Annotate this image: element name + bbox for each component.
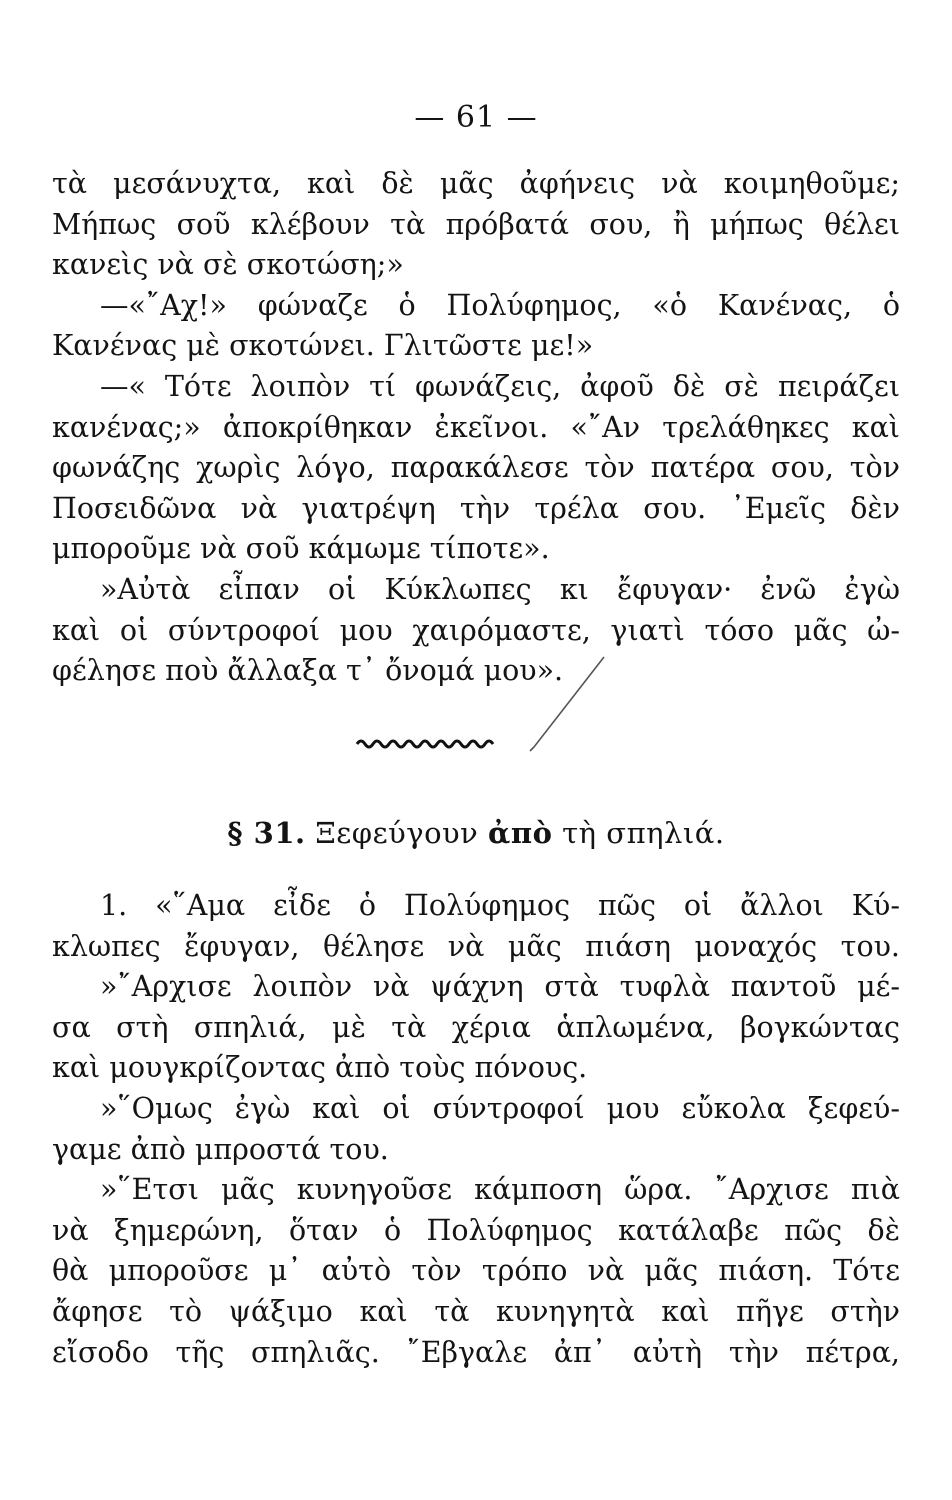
section-heading [0,816,952,850]
text-line: κανένας;» ἀποκρίθηκαν ἐκεῖνοι. «῎Αν τρελάθηκες καὶ [52,410,900,444]
text-line: Κανένας μὲ σκοτώνει. Γλιτῶστε με!» [52,329,594,363]
text-line: ἄφησε τὸ ψάξιμο καὶ τὰ κυνηγητὰ καὶ πῆγε στὴν [52,1294,900,1328]
text-line: Ποσειδῶνα νὰ γιατρέψη τὴν τρέλα σου. ᾿Εμεῖς δὲν [52,491,900,525]
top-text-block [52,164,900,692]
text-line: »῞Ομως ἐγὼ καὶ οἱ σύντροφοί μου εὔκολα ξεφεύ- [100,1091,900,1125]
text-line: θὰ μποροῦσε μ᾿ αὐτὸ τὸν τρόπο νὰ μᾶς πιάση. Τότε [52,1254,900,1288]
text-line: νὰ ξημερώνη, ὅταν ὁ Πολύφημος κατάλαβε πῶς δὲ [52,1213,900,1247]
text-line: σα στὴ σπηλιά, μὲ τὰ χέρια ἁπλωμένα, βογκώντας [52,1010,900,1044]
text-line: —« Τότε λοιπὸν τί φωνάζεις, ἀφοῦ δὲ σὲ πειράζει [100,369,900,403]
text-line: καὶ μουγκρίζοντας ἀπὸ τοὺς πόνους. [52,1051,588,1085]
text-line: τὰ μεσάνυχτα, καὶ δὲ μᾶς ἀφήνεις νὰ κοιμηθοῦμε; [52,167,900,200]
bottom-text-block [52,886,900,1373]
text-line: μποροῦμε νὰ σοῦ κάμωμε τίποτε». [52,532,550,566]
section-title-start: Ξεφεύγουν [315,816,479,850]
text-line: γαμε ἀπὸ μπροστά του. [52,1132,389,1166]
text-line: Μήπως σοῦ κλέβουν τὰ πρόβατά σου, ἢ μήπως θέλει [52,207,900,241]
pencil-mark-icon [520,655,610,755]
page-number: — 61 — [414,100,538,135]
text-line: »῞Ετσι μᾶς κυνηγοῦσε κάμποση ὥρα. ῎Αρχισε πιὰ [100,1173,900,1207]
text-line: καὶ οἱ σύντροφοί μου χαιρόμαστε, γιατὶ τόσο μᾶς ὠ- [52,613,900,647]
ornament-divider-icon [355,735,495,749]
text-line: φέλησε ποὺ ἄλλαξα τ᾿ ὄνομά μου». [52,654,564,688]
text-line: κανεὶς νὰ σὲ σκοτώση;» [52,248,404,282]
section-title-end: τὴ σπηλιά. [562,816,725,850]
text-line: —«῎Αχ!» φώναζε ὁ Πολύφημος, «ὁ Κανένας, ὁ [100,288,900,322]
text-line: φωνάζης χωρὶς λόγο, παρακάλεσε τὸν πατέρα σου, τὸν [52,451,900,485]
section-title-bold: ἀπὸ [488,816,553,850]
text-line: εἴσοδο τῆς σπηλιᾶς. ῎Εβγαλε ἀπ᾿ αὐτὴ τὴν πέτρα, [52,1335,900,1369]
text-line: 1. «῞Αμα εἶδε ὁ Πολύφημος πῶς οἱ ἄλλοι Κύ- [100,889,900,922]
text-line: »Αὐτὰ εἶπαν οἱ Κύκλωπες κι ἔφυγαν· ἐνῶ ἐγὼ [100,572,900,606]
text-line: κλωπες ἔφυγαν, θέλησε νὰ μᾶς πιάση μοναχός του. [52,929,900,963]
text-line: »῎Αρχισε λοιπὸν νὰ ψάχνη στὰ τυφλὰ παντοῦ μέ- [100,970,900,1004]
section-number: § 31. [227,816,306,850]
